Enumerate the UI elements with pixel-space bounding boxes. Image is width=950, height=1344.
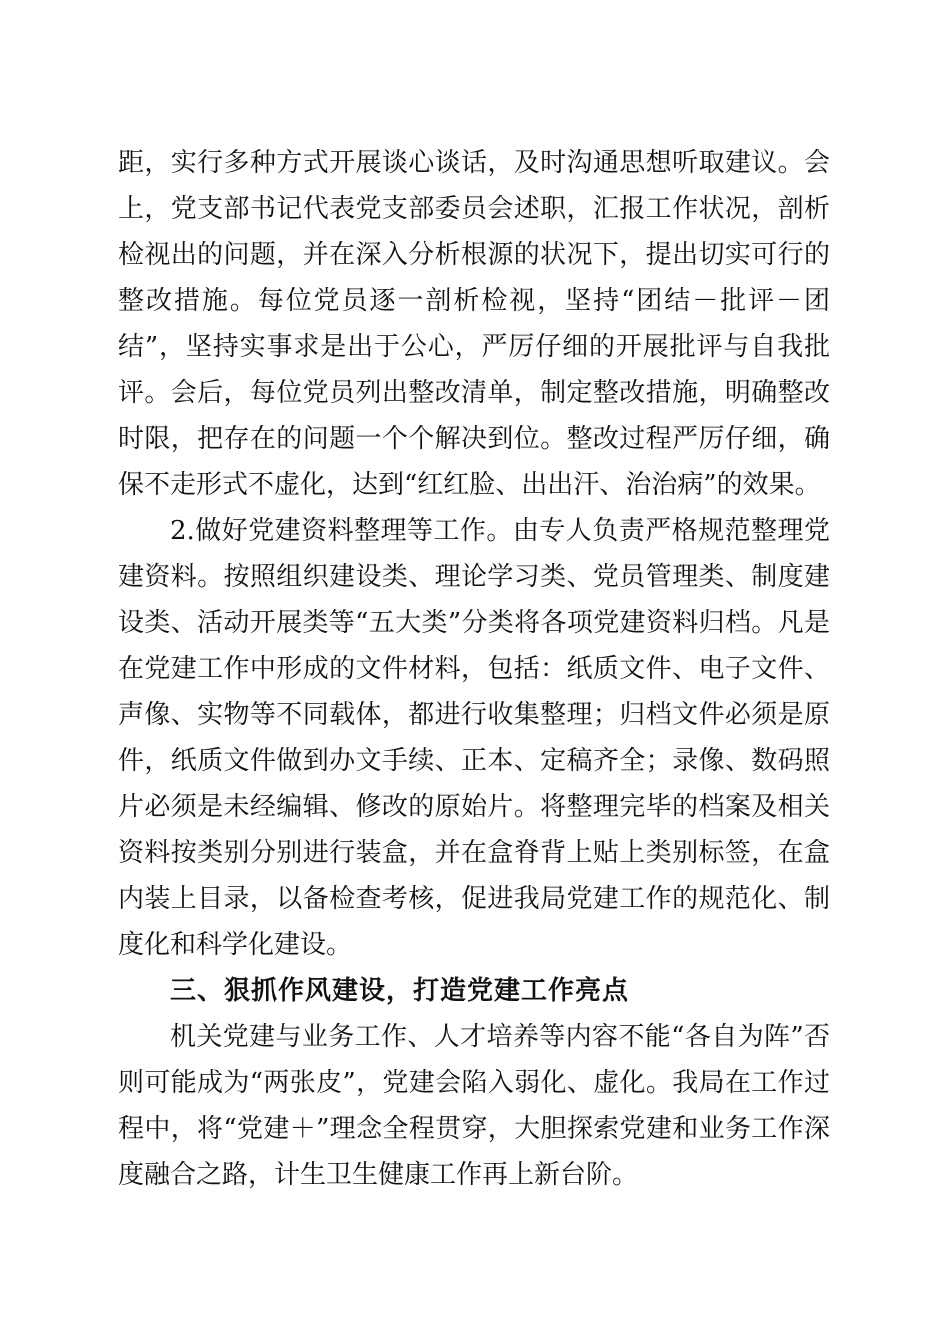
body-paragraph-continued: 距，实行多种方式开展谈心谈话，及时沟通思想听取建议。会上，党支部书记代表党支部委员会述职，汇报工作状况，剖析检视出的问题，并在深入分析根源的状况下，提出切实可行的整改措施。每位党员逐一剖析检视，坚持“团结－批评－团结”，坚持实事求是出于公心，严厉仔细的开展批评与自我批评。会后，每位党员列出整改清单，制定整改措施，明确整改时限，把存在的问题一个个解决到位。整改过程严厉仔细，确保不走形式不虚化，达到“红红脸、出出汗、治治病”的效果。	[118, 148, 830, 500]
section-heading: 三、狠抓作风建设，打造党建工作亮点	[170, 976, 630, 1006]
document-page	[118, 140, 830, 1198]
body-paragraph-archive-work: 2.做好党建资料整理等工作。由专人负责严格规范整理党建资料。按照组织建设类、理论学习类、党员管理类、制度建设类、活动开展类等“五大类”分类将各项党建资料归档。凡是在党建工作中形成的文件材料，包括：纸质文件、电子文件、声像、实物等不同载体，都进行收集整理；归档文件必须是原件，纸质文件做到办文手续、正本、定稿齐全；录像、数码照片必须是未经编辑、修改的原始片。将整理完毕的档案及相关资料按类别分别进行装盒，并在盒脊背上贴上类别标签，在盒内装上目录，以备检查考核，促进我局党建工作的规范化、制度化和科学化建设。	[118, 516, 830, 960]
body-paragraph-closing: 机关党建与业务工作、人才培养等内容不能“各自为阵”否则可能成为“两张皮”，党建会陷入弱化、虚化。我局在工作过程中，将“党建＋”理念全程贯穿，大胆探索党建和业务工作深度融合之路，计生卫生健康工作再上新台阶。	[118, 1022, 830, 1190]
